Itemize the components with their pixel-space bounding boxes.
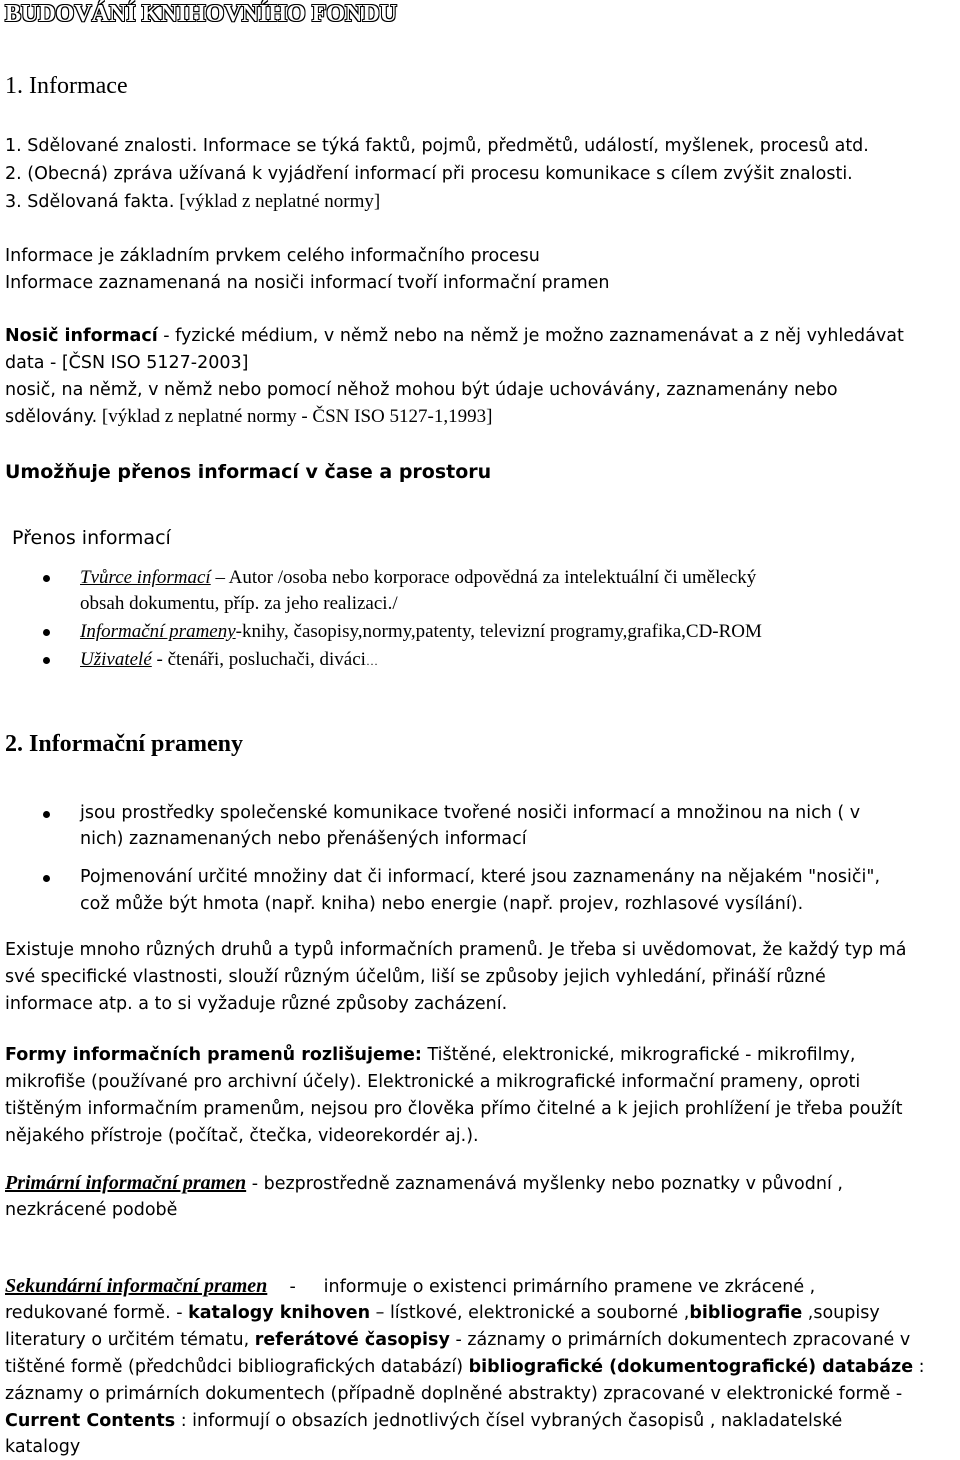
- uzivatele-term: Uživatelé: [80, 649, 152, 670]
- sek-text-e: ,soupisy: [802, 1303, 880, 1323]
- sek-text-3c: - záznamy o primárních dokumentech zpracované v: [449, 1330, 911, 1350]
- prameny-bullet-1-line-1: jsou prostředky společenské komunikace tvořené nosiči informací a množinou na nich ( v: [80, 803, 861, 823]
- paragraph-informace-pramen: Informace zaznamenaná na nosiči informací tvoří informační pramen: [5, 273, 610, 293]
- prenos-heading: Přenos informací: [12, 527, 171, 549]
- primarni-term: Primární informační pramen: [5, 1172, 247, 1194]
- uzivatele-ellipsis: …: [365, 654, 378, 668]
- current-contents-term: Current Contents: [5, 1411, 176, 1431]
- nosic-text: - fyzické médium, v němž nebo na němž je možno zaznamenávat a z něj vyhledávat: [157, 326, 904, 346]
- prameny-text: -knihy, časopisy,normy,patenty, televizní programy,grafika,CD-ROM: [235, 621, 762, 642]
- bullet-tvurce: [80, 566, 756, 590]
- sekundarni-line-2: [5, 1301, 880, 1325]
- nosic-definition-line-3: nosič, na němž, v němž nebo pomocí něhož mohou být údaje uchovávány, zaznamenány nebo: [5, 380, 838, 400]
- definition-3-note: [výklad z neplatné normy]: [174, 191, 381, 212]
- sekundarni-line-6: [5, 1409, 842, 1433]
- prameny-bullet-2-line-2: což může být hmota (např. kniha) nebo energie (např. projev, rozhlasové vysílání).: [80, 894, 804, 914]
- definition-3-text: 3. Sdělovaná fakta.: [5, 192, 175, 212]
- formy-line-2: mikrofiše (používané pro archivní účely). Elektronické a mikrografické informační prameny, oproti: [5, 1072, 861, 1092]
- nosic-definition-line-1: [5, 324, 904, 348]
- sek-text-3a: literatury o určitém tématu,: [5, 1330, 255, 1350]
- sek-text-4c: :: [913, 1357, 925, 1377]
- sekundarni-line-4: [5, 1355, 925, 1379]
- sekundarni-line-7: katalogy: [5, 1437, 81, 1457]
- druhy-paragraph-line-1: Existuje mnoho různých druhů a typů informačních pramenů. Je třeba si uvědomovat, že každý typ má: [5, 940, 907, 960]
- bullet-icon: [43, 657, 50, 664]
- referatove-term: referátové časopisy: [254, 1330, 450, 1350]
- definition-3: [5, 190, 380, 214]
- formy-text: Tištěné, elektronické, mikrografické - mikrofilmy,: [421, 1045, 856, 1065]
- section-1-heading: 1. Informace: [5, 73, 128, 99]
- document-title: BUDOVÁNÍ KNIHOVNÍHO FONDU: [5, 1, 398, 27]
- sek-text-c: – lístkové, elektronické a souborné ,: [370, 1303, 690, 1323]
- tvurce-term: Tvůrce informací: [80, 567, 211, 588]
- nosic-line-4-note: [výklad z neplatné normy - ČSN ISO 5127-1,1993]: [97, 406, 493, 427]
- druhy-paragraph-line-3: informace atp. a to si vyžaduje různé způsoby zacházení.: [5, 994, 508, 1014]
- nosic-term: Nosič informací: [5, 326, 158, 346]
- formy-line-4: nějakého přístroje (počítač, čtečka, videorekordér aj.).: [5, 1126, 479, 1146]
- definition-2: 2. (Obecná) zpráva užívaná k vyjádření informací při procesu komunikace s cílem zvýšit znalosti.: [5, 164, 853, 184]
- databaze-term: bibliografické (dokumentografické) databáze: [468, 1357, 914, 1377]
- bullet-icon: [43, 811, 50, 818]
- sekundarni-text: - informuje o existenci primárního pramene ve zkrácené ,: [267, 1277, 816, 1297]
- nosic-line-4-text: sdělovány.: [5, 407, 98, 427]
- prameny-bullet-2-line-1: Pojmenování určité množiny dat či informací, které jsou zaznamenány na nějakém "nosiči",: [80, 867, 881, 887]
- section-2-heading: 2. Informační prameny: [5, 731, 243, 757]
- uzivatele-text: - čtenáři, posluchači, diváci: [151, 649, 366, 670]
- prameny-bullet-1-line-2: nich) zaznamenaných nebo přenášených informací: [80, 829, 527, 849]
- sek-text-4a: tištěné formě (předchůdci bibliografických databází): [5, 1357, 469, 1377]
- formy-line-3: tištěným informačním pramenům, nejsou pro člověka přímo čitelné a k jejich prohlížení je třeba použít: [5, 1099, 903, 1119]
- primarni-line-2: nezkrácené podobě: [5, 1200, 178, 1220]
- bullet-icon: [43, 875, 50, 882]
- bullet-tvurce-cont: obsah dokumentu, příp. za jeho realizaci./: [80, 593, 398, 614]
- prameny-term: Informační prameny: [80, 621, 236, 642]
- nosic-definition-line-2: data - [ČSN ISO 5127-2003]: [5, 353, 249, 373]
- tvurce-text: – Autor /osoba nebo korporace odpovědná za intelektuální či umělecký: [210, 567, 757, 588]
- sekundarni-term: Sekundární informační pramen: [5, 1275, 268, 1297]
- sekundarni-line-5: záznamy o primárních dokumentech (případně doplněné abstrakty) zpracované v elektronické formě -: [5, 1384, 903, 1404]
- formy-line-1: [5, 1043, 855, 1067]
- nosic-definition-line-4: [5, 405, 492, 429]
- primarni-line-1: [5, 1171, 843, 1196]
- sek-text-a: redukované formě. -: [5, 1303, 189, 1323]
- bullet-icon: [43, 575, 50, 582]
- umoznuje-heading: Umožňuje přenos informací v čase a prostoru: [5, 461, 492, 483]
- primarni-text: - bezprostředně zaznamenává myšlenky nebo poznatky v původní ,: [246, 1174, 843, 1194]
- bullet-icon: [43, 629, 50, 636]
- bullet-prameny: [80, 620, 762, 644]
- definition-1: 1. Sdělované znalosti. Informace se týká faktů, pojmů, předmětů, událostí, myšlenek, procesů atd.: [5, 136, 869, 156]
- sekundarni-line-1: [5, 1274, 815, 1299]
- sekundarni-line-3: [5, 1328, 910, 1352]
- bullet-uzivatele: [80, 648, 378, 673]
- bibliografie-term: bibliografie: [689, 1303, 803, 1323]
- paragraph-informace-prvek: Informace je základním prvkem celého informačního procesu: [5, 246, 540, 266]
- druhy-paragraph-line-2: své specifické vlastnosti, slouží různým účelům, liší se způsoby jejich vyhledání, přináší různé: [5, 967, 826, 987]
- formy-term: Formy informačních pramenů rozlišujeme:: [5, 1045, 422, 1065]
- sek-text-6b: : informují o obsazích jednotlivých čísel vybraných časopisů , nakladatelské: [175, 1411, 843, 1431]
- katalogy-term: katalogy knihoven: [188, 1303, 371, 1323]
